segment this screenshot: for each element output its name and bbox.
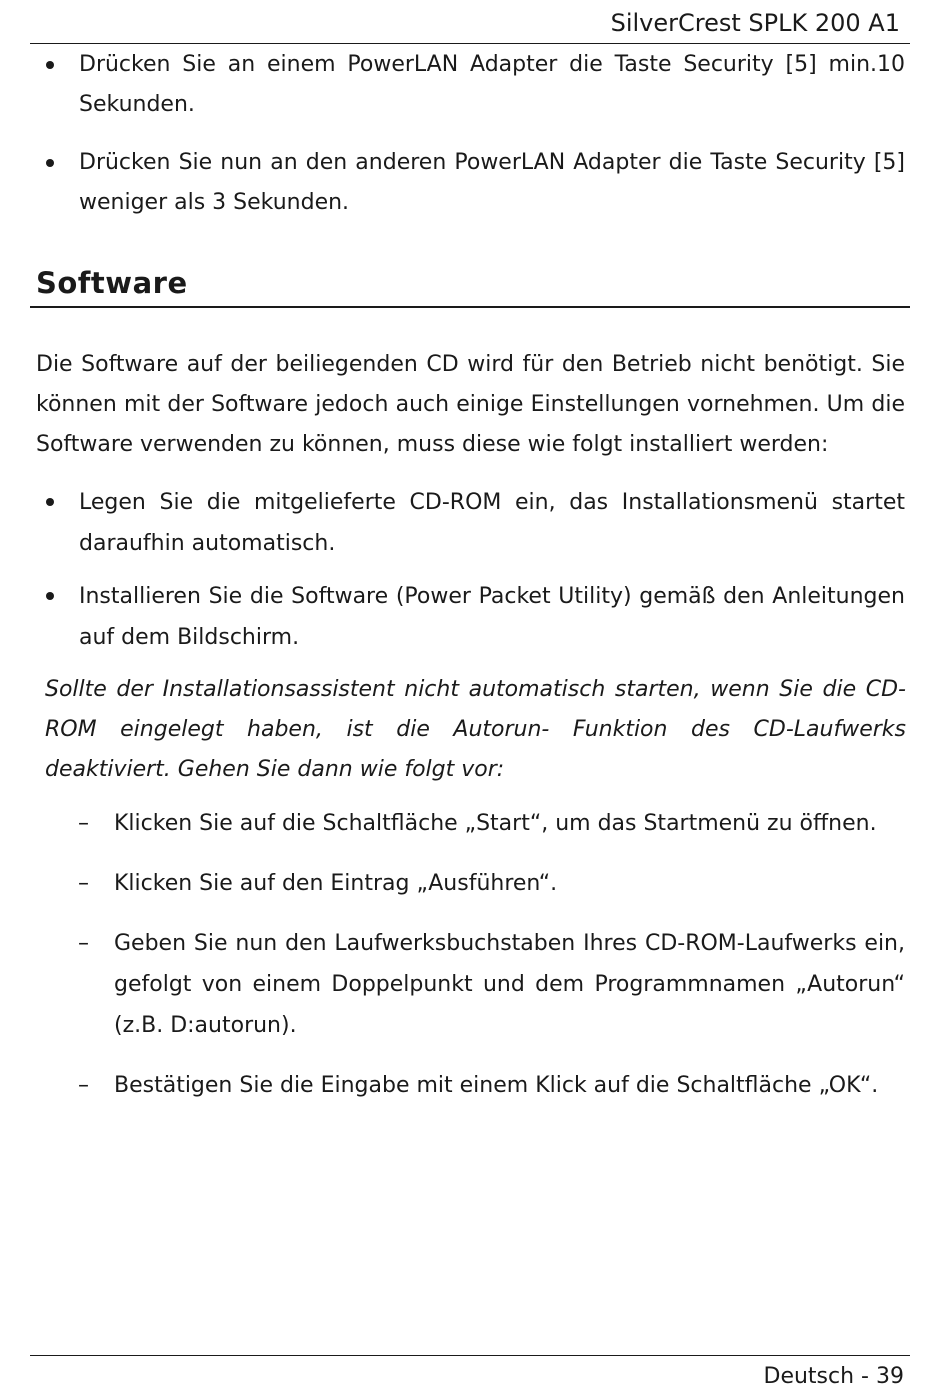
autorun-note: Sollte der Installationsassistent nicht automatisch starten, wenn Sie die CD-ROM eingelegt haben, ist die Autorun- Funktion des CD-Laufwerks deaktiviert. Gehen Sie dann wie folgt vor: <box>45 677 906 782</box>
list-item-text: Bestätigen Sie die Eingabe mit einem Klick auf die Schaltfläche „OK“. <box>114 1073 879 1098</box>
header-divider <box>30 43 910 44</box>
list-item <box>36 45 905 125</box>
list-item-text: Klicken Sie auf den Eintrag „Ausführen“. <box>114 871 558 896</box>
dash-marker: – <box>78 811 89 836</box>
list-item <box>36 576 905 658</box>
list-item <box>78 863 905 904</box>
footer-separator: - <box>861 1364 869 1389</box>
list-item-text: Klicken Sie auf die Schaltfläche „Start“, um das Startmenü zu öffnen. <box>114 811 877 836</box>
page-footer <box>764 1360 905 1394</box>
list-item <box>78 803 905 844</box>
section-divider <box>30 306 910 308</box>
dash-marker: – <box>78 1073 89 1098</box>
footer-language: Deutsch <box>763 1364 855 1389</box>
install-steps-list <box>36 482 905 658</box>
bullet-icon <box>46 592 54 600</box>
bullet-icon <box>46 159 54 167</box>
list-item <box>36 143 905 223</box>
intro-paragraph: Die Software auf der beiliegenden CD wird für den Betrieb nicht benötigt. Sie können mit der Software jedoch auch einige Einstellungen vornehmen. Um die Software verwenden zu können, muss diese wie folgt installiert werden: <box>36 352 905 457</box>
running-header-title: SilverCrest SPLK 200 A1 <box>610 9 900 37</box>
bullet-icon <box>46 498 54 506</box>
list-item <box>78 923 905 1046</box>
list-item-text: Geben Sie nun den Laufwerksbuchstaben Ihres CD-ROM-Laufwerks ein, gefolgt von einem Doppelpunkt und dem Programmnamen „Autorun“ (z.B. D:autorun). <box>114 931 905 1038</box>
list-item-text: Legen Sie die mitgelieferte CD-ROM ein, das Installationsmenü startet daraufhin automatisch. <box>79 490 905 556</box>
dash-marker: – <box>78 871 89 896</box>
footer-divider <box>30 1355 910 1356</box>
list-item-text: Drücken Sie nun an den anderen PowerLAN Adapter die Taste Security [5] weniger als 3 Sekunden. <box>79 150 905 215</box>
section-heading: Software <box>36 266 188 300</box>
manual-steps-list <box>78 803 905 1106</box>
dash-marker: – <box>78 931 89 956</box>
page-number: 39 <box>876 1364 904 1389</box>
bullet-icon <box>46 61 54 69</box>
list-item <box>36 482 905 564</box>
list-item-text: Drücken Sie an einem PowerLAN Adapter die Taste Security [5] min.10 Sekunden. <box>79 52 905 117</box>
pairing-steps-list <box>36 45 905 223</box>
list-item <box>78 1065 905 1106</box>
list-item-text: Installieren Sie die Software (Power Packet Utility) gemäß den Anleitungen auf dem Bildschirm. <box>79 584 905 650</box>
